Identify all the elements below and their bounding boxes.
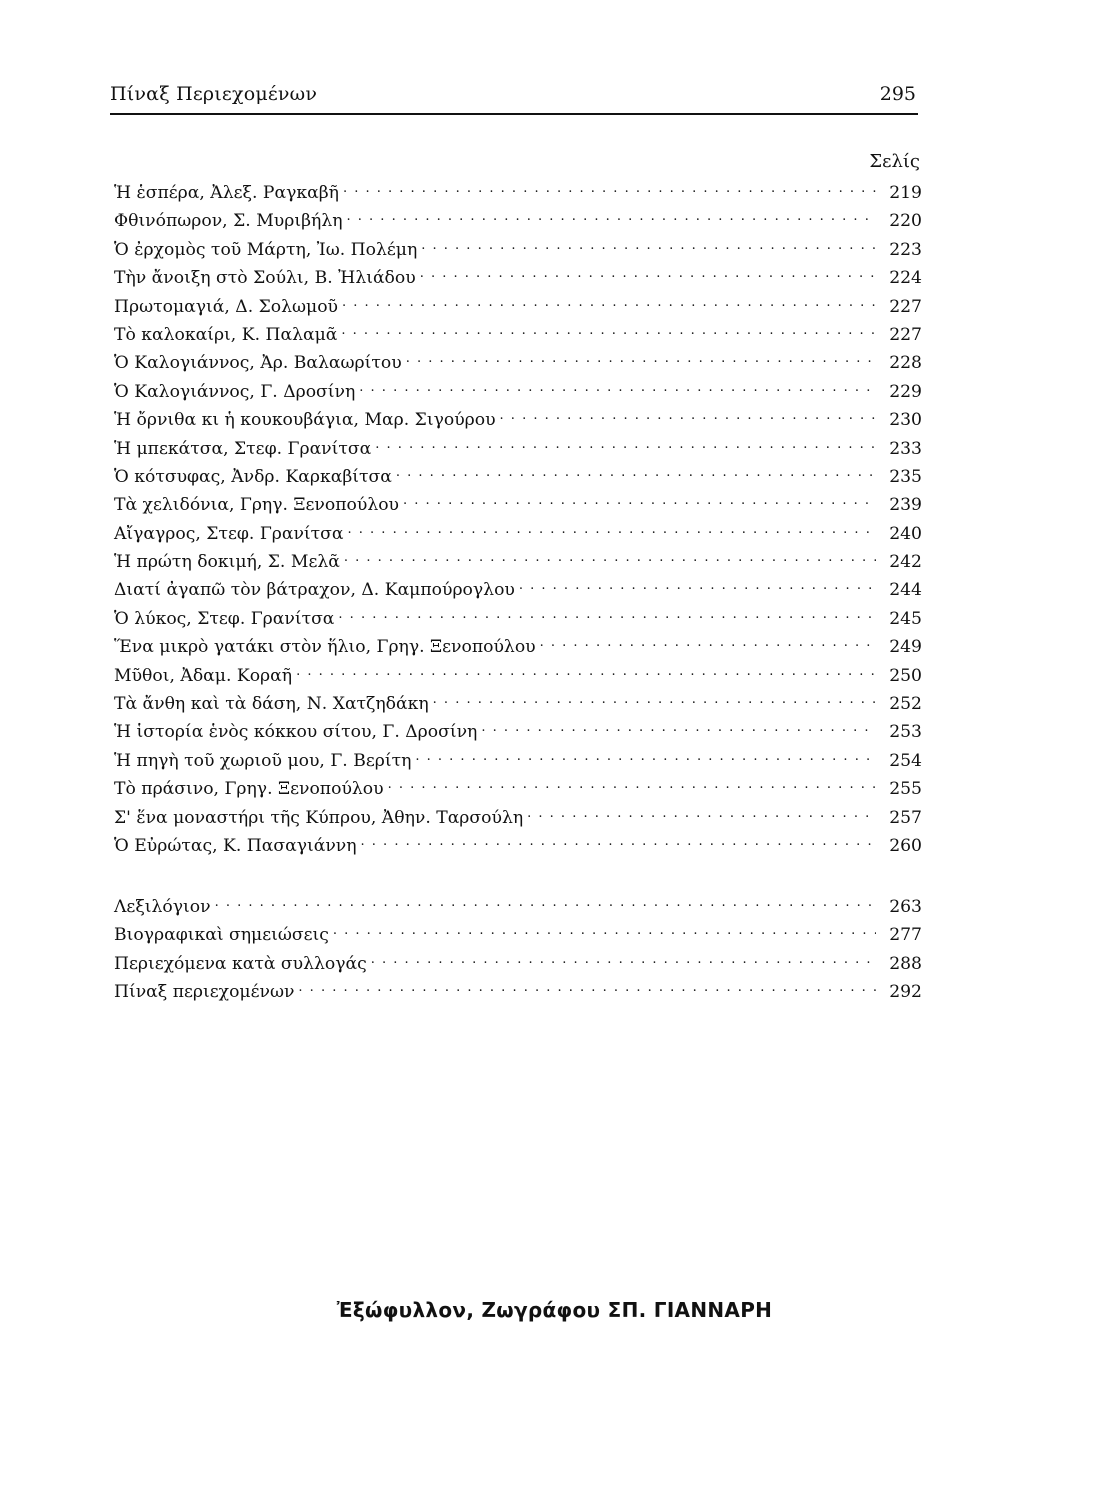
toc-entry-page: 223 xyxy=(889,239,922,260)
toc-entry-page: 220 xyxy=(889,211,922,232)
toc-entry-page: 219 xyxy=(889,183,922,203)
toc-entry-title: Ἡ πρώτη δοκιμή, Σ. Μελᾶ xyxy=(114,552,340,573)
toc-entry-title: Σ' ἕνα μοναστήρι τῆς Κύπρου, Ἀθην. Ταρσούλη xyxy=(114,807,524,828)
toc-entry-page: 249 xyxy=(889,637,922,658)
dot-leader xyxy=(296,661,876,681)
dot-leader xyxy=(347,206,876,226)
toc-entry-page: 253 xyxy=(889,722,922,743)
toc-entry xyxy=(114,661,922,689)
toc-entry-page: 235 xyxy=(889,466,922,487)
toc-entry xyxy=(114,949,922,977)
toc-entry-page: 230 xyxy=(889,410,922,431)
toc-entry xyxy=(114,746,922,774)
dot-leader xyxy=(415,746,876,766)
toc-entry-title: Τὰ χελιδόνια, Γρηγ. Ξενοπούλου xyxy=(114,495,400,516)
toc-entry-title: Ὁ Εὐρώτας, Κ. Πασαγιάννη xyxy=(114,835,357,856)
toc-entry xyxy=(114,434,922,462)
toc-entry-title: Ἡ πηγὴ τοῦ χωριοῦ μου, Γ. Βερίτη xyxy=(114,750,412,771)
dot-leader xyxy=(375,434,876,454)
toc-entry xyxy=(114,892,922,920)
toc-entry-page: 233 xyxy=(889,438,922,459)
toc-entry xyxy=(114,920,922,948)
toc-entry-title: Μῦθοι, Ἀδαμ. Κοραῆ xyxy=(114,665,293,686)
dot-leader xyxy=(388,774,876,794)
toc-entry xyxy=(114,320,922,348)
toc-entry xyxy=(114,632,922,660)
toc-entry-page: 228 xyxy=(889,353,922,374)
toc-entry xyxy=(114,717,922,745)
toc-entry xyxy=(114,292,922,320)
toc-entry-title: Λεξιλόγιον xyxy=(114,897,211,917)
toc-entry-page: 257 xyxy=(889,807,922,828)
dot-leader xyxy=(342,292,876,312)
toc-entry-title: Ἡ μπεκάτσα, Στεφ. Γρανίτσα xyxy=(114,438,372,459)
toc-entry xyxy=(114,774,922,802)
toc-entry xyxy=(114,604,922,632)
toc-entry-title: Ὁ Καλογιάννος, Ἀρ. Βαλαωρίτου xyxy=(114,353,402,374)
dot-leader xyxy=(338,604,876,624)
toc-entry-page: 288 xyxy=(889,953,922,974)
dot-leader xyxy=(420,263,876,283)
toc-entry xyxy=(114,206,922,234)
running-title: Πίναξ Περιεχομένων xyxy=(110,83,318,105)
toc-entry-title: Τὸ καλοκαίρι, Κ. Παλαμᾶ xyxy=(114,324,338,345)
toc-entry-page: 242 xyxy=(889,552,922,573)
dot-leader xyxy=(433,689,876,709)
toc-entry-title: Τὴν ἄνοιξη στὸ Σούλι, Β. Ἠλιάδου xyxy=(114,268,416,289)
toc-back-matter-list xyxy=(114,892,922,1006)
toc-entry-page: 255 xyxy=(889,779,922,800)
toc-entry-title: Πίναξ περιεχομένων xyxy=(114,982,295,1003)
toc-entry-page: 227 xyxy=(889,324,922,345)
dot-leader xyxy=(481,717,876,737)
dot-leader xyxy=(215,892,876,912)
toc-entry-title: Περιεχόμενα κατὰ συλλογάς xyxy=(114,953,367,974)
toc-entry-page: 277 xyxy=(889,925,922,946)
toc-entry xyxy=(114,263,922,291)
toc-entry xyxy=(114,977,922,1005)
toc-entry xyxy=(114,405,922,433)
toc-entry-page: 240 xyxy=(889,523,922,544)
toc-entry-page: 227 xyxy=(889,296,922,317)
dot-leader xyxy=(406,348,876,368)
toc-entry-page: 229 xyxy=(889,381,922,402)
toc-entry xyxy=(114,490,922,518)
toc-entry xyxy=(114,689,922,717)
dot-leader xyxy=(396,462,876,482)
dot-leader xyxy=(333,920,876,940)
toc-entry-title: Τὰ ἄνθη καὶ τὰ δάση, Ν. Χατζηδάκη xyxy=(114,694,429,715)
toc-entry xyxy=(114,519,922,547)
toc-entry-page: 245 xyxy=(889,608,922,629)
dot-leader xyxy=(403,490,876,510)
toc-main-list xyxy=(114,178,922,859)
toc-entry-page: 292 xyxy=(889,982,922,1003)
running-header xyxy=(110,83,918,115)
toc-entry-title: Τὸ πράσινο, Γρηγ. Ξενοπούλου xyxy=(114,779,384,800)
dot-leader xyxy=(371,949,876,969)
toc-entry-page: 254 xyxy=(889,750,922,771)
toc-entry-title: Ὁ λύκος, Στεφ. Γρανίτσα xyxy=(114,608,335,629)
toc-entry-title: Βιογραφικαὶ σημειώσεις xyxy=(114,925,329,946)
page-column-label: Σελίς xyxy=(869,151,920,172)
toc-entry xyxy=(114,178,922,206)
toc-entry xyxy=(114,348,922,376)
toc-entry-title: Διατί ἀγαπῶ τὸν βάτραχον, Δ. Καμπούρογλου xyxy=(114,580,515,601)
toc-entry-title: Ὁ κότσυφας, Ἀνδρ. Καρκαβίτσα xyxy=(114,466,392,487)
toc-entry-page: 239 xyxy=(889,495,922,516)
toc-entry-title: Ἡ ἱστορία ἑνὸς κόκκου σίτου, Γ. Δροσίνη xyxy=(114,722,478,743)
toc-entry xyxy=(114,547,922,575)
toc-entry-page: 260 xyxy=(889,835,922,856)
toc-entry xyxy=(114,803,922,831)
toc-entry-page: 252 xyxy=(889,694,922,715)
toc-entry-page: 250 xyxy=(889,665,922,686)
dot-leader xyxy=(298,977,876,997)
toc-entry-page: 244 xyxy=(889,580,922,601)
toc-entry-title: Φθινόπωρον, Σ. Μυριβήλη xyxy=(114,211,343,232)
toc-entry xyxy=(114,575,922,603)
toc-entry-title: Ὁ ἐρχομὸς τοῦ Μάρτη, Ἰω. Πολέμη xyxy=(114,239,418,260)
toc-entry-title: Ἡ ἑσπέρα, Ἀλεξ. Ραγκαβῆ xyxy=(114,183,339,203)
page-number: 295 xyxy=(879,83,916,105)
dot-leader xyxy=(527,803,876,823)
dot-leader xyxy=(359,377,876,397)
dot-leader xyxy=(344,547,876,567)
toc-entry-title: Πρωτομαγιά, Δ. Σολωμοῦ xyxy=(114,296,338,317)
dot-leader xyxy=(361,831,876,851)
toc-entry-page: 224 xyxy=(889,268,922,289)
toc-entry xyxy=(114,235,922,263)
dot-leader xyxy=(343,178,876,198)
dot-leader xyxy=(348,519,876,539)
toc-entry-page: 263 xyxy=(889,897,922,917)
toc-entry xyxy=(114,462,922,490)
dot-leader xyxy=(500,405,876,425)
toc-entry-title: Αἴγαγρος, Στεφ. Γρανίτσα xyxy=(114,523,344,544)
toc-entry-title: Ἕνα μικρὸ γατάκι στὸν ἥλιο, Γρηγ. Ξενοπούλου xyxy=(114,637,536,658)
cover-credit: Ἐξώφυλλον, Ζωγράφου ΣΠ. ΓΙΑΝΝΑΡΗ xyxy=(336,1298,773,1322)
toc-entry xyxy=(114,831,922,859)
toc-entry-title: Ὁ Καλογιάννος, Γ. Δροσίνη xyxy=(114,381,356,402)
dot-leader xyxy=(421,235,876,255)
dot-leader xyxy=(341,320,876,340)
dot-leader xyxy=(519,575,876,595)
dot-leader xyxy=(540,632,876,652)
toc-entry-title: Ἡ ὄρνιθα κι ἡ κουκουβάγια, Μαρ. Σιγούρου xyxy=(114,410,496,431)
toc-entry xyxy=(114,377,922,405)
